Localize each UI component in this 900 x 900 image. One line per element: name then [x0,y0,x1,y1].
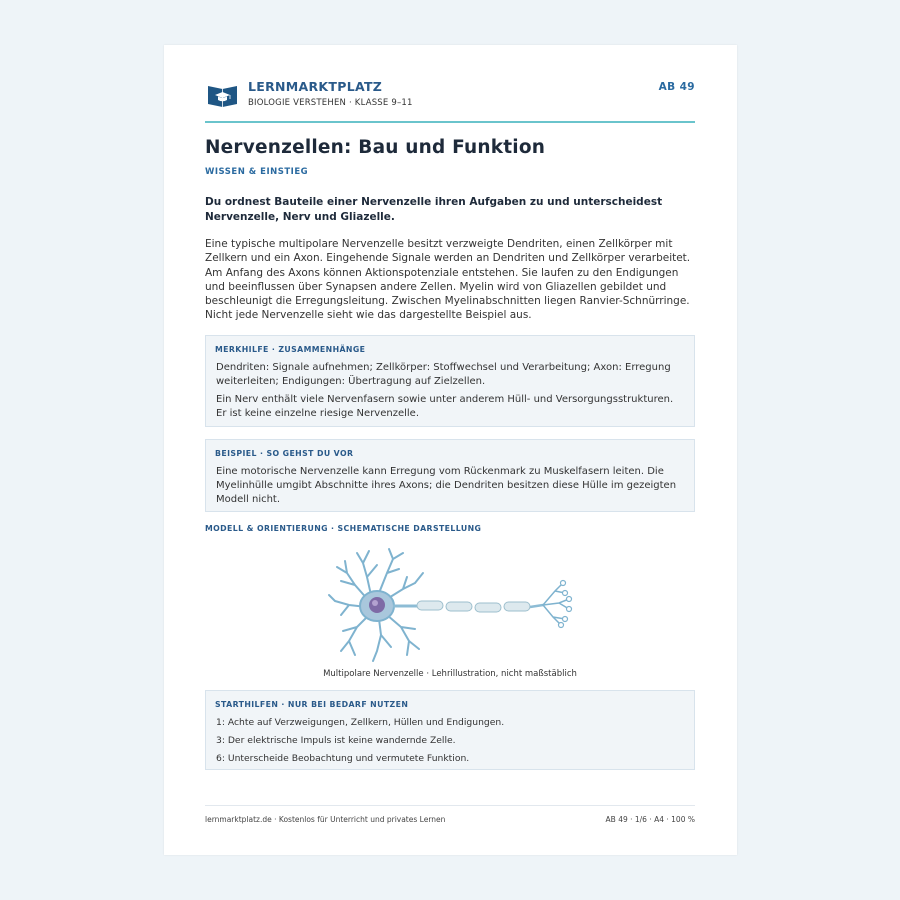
page-title: Nervenzellen: Bau und Funktion [205,137,546,158]
merkhilfe-text-1: Dendriten: Signale aufnehmen; Zellkörper: Stoffwechsel und Verarbeitung; Axon: Erregung weiterleiten; Endigungen: Übertragung auf Zielzellen. [216,362,671,388]
illustration-caption: Multipolare Nervenzelle · Lehrillustration, nicht maßstäblich [323,669,577,679]
starthilfe-item: 6: Unterscheide Beobachtung und vermutete Funktion. [216,753,470,764]
brand-subtitle: BIOLOGIE VERSTEHEN · KLASSE 9–11 [248,98,413,108]
page-header [205,79,695,123]
starthilfen-box [205,690,695,770]
merkhilfe-text-2: Ein Nerv enthält viele Nervenfasern sowie unter anderem Hüll- und Versorgungsstrukturen. Er ist keine einzelne riesige Nervenzelle. [216,394,674,420]
beispiel-box [205,439,695,512]
model-label: MODELL & ORIENTIERUNG · SCHEMATISCHE DARSTELLUNG [205,524,482,533]
worksheet-page [164,45,737,855]
starthilfen-label: STARTHILFEN · NUR BEI BEDARF NUTZEN [215,700,409,709]
header-divider [205,121,695,123]
starthilfe-item: 1: Achte auf Verzweigungen, Zellkern, Hüllen und Endigungen. [216,717,505,728]
neuron-illustration [327,543,573,665]
brand-name: LERNMARKTPLATZ [248,79,383,94]
footer-source: lernmarktplatz.de · Kostenlos für Unterricht und privates Lernen [205,815,446,824]
beispiel-text: Eine motorische Nervenzelle kann Erregung vom Rückenmark zu Muskelfasern leiten. Die Myelinhülle umgibt Abschnitte ihres Axons; die Dendriten besitzen diese Hülle im gezeigten Modell nicht. [216,466,677,506]
footer-divider [205,805,695,806]
starthilfe-item: 3: Der elektrische Impuls ist keine wandernde Zelle. [216,735,456,746]
book-cap-icon [207,82,238,107]
sheet-id: AB 49 [658,81,695,93]
merkhilfe-label: MERKHILFE · ZUSAMMENHÄNGE [215,345,366,354]
footer-page-info: AB 49 · 1/6 · A4 · 100 % [605,815,695,824]
beispiel-label: BEISPIEL · SO GEHST DU VOR [215,449,354,458]
learning-goal: Du ordnest Bauteile einer Nervenzelle ihren Aufgaben zu und unterscheidest Nervenzelle, Nerv und Gliazelle. [205,196,663,223]
body-text: Eine typische multipolare Nervenzelle besitzt verzweigte Dendriten, einen Zellkörper mit Zellkern und ein Axon. Eingehende Signale werden an Dendriten und Zellkörper verarbeitet. Am Anfang des Axons können Aktionspotenziale entstehen. Sie laufen zu den Endigungen und beeinflussen über Synapsen andere Zellen. Myelin wird von Gliazellen gebildet und beschleunigt die Erregungsleitung. Zwischen Myelinabschnitten liegen Ranvier-Schnürringe. Nicht jede Nervenzelle sieht wie das dargestellte Beispiel aus. [205,238,691,322]
section-label: WISSEN & EINSTIEG [205,167,309,177]
merkhilfe-box [205,335,695,427]
